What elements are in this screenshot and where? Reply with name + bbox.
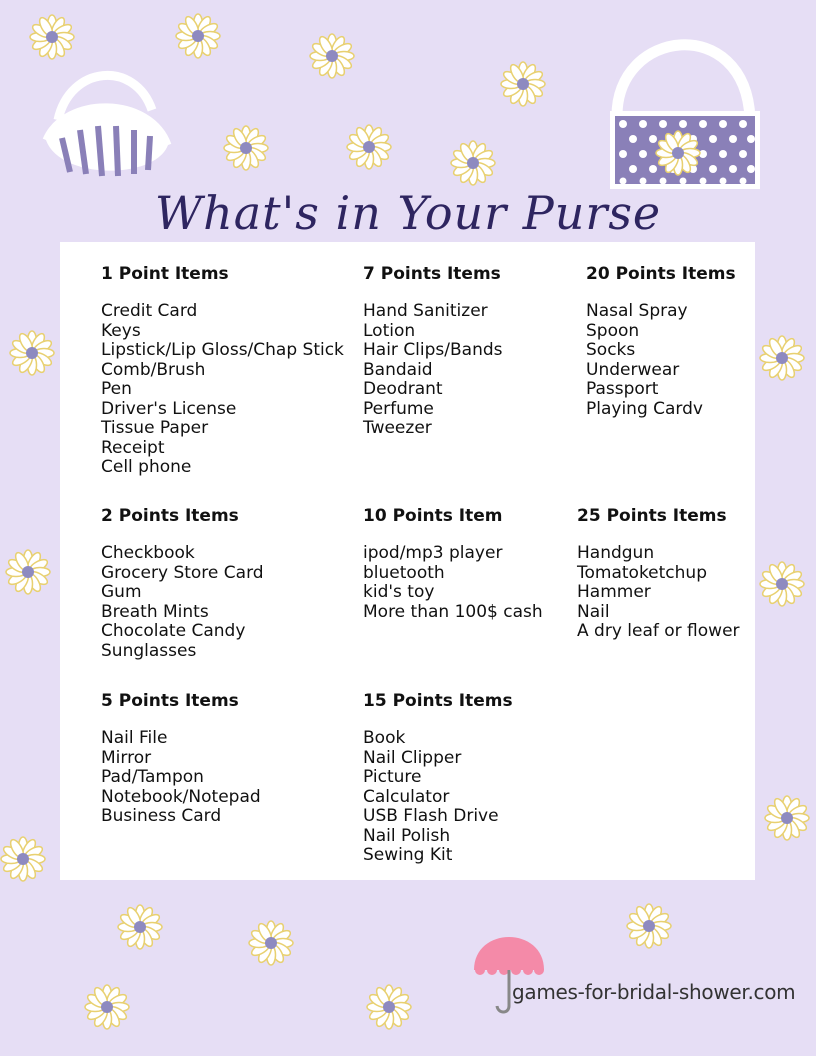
daisy-icon xyxy=(764,795,810,841)
list-item: Nasal Spray xyxy=(586,301,688,321)
category-heading: 20 Points Items xyxy=(586,264,736,284)
list-item: Grocery Store Card xyxy=(101,562,264,583)
category-heading: 5 Points Items xyxy=(101,691,239,711)
umbrella-icon xyxy=(470,928,550,1018)
list-item: Credit Card xyxy=(101,301,198,321)
daisy-icon xyxy=(5,549,51,595)
list-item: Hammer xyxy=(577,582,651,602)
list-item: Pad/Tampon xyxy=(101,767,204,787)
list-item: Comb/Brush xyxy=(101,359,206,380)
daisy-icon xyxy=(759,335,805,381)
daisy-icon xyxy=(175,13,221,59)
daisy-icon xyxy=(223,125,269,171)
category-10-points xyxy=(363,506,543,622)
footer-branding xyxy=(470,928,800,1018)
daisy-icon xyxy=(0,836,46,882)
list-item: Gum xyxy=(101,582,142,602)
list-item: kid's toy xyxy=(363,582,435,602)
list-item: Keys xyxy=(101,320,141,341)
daisy-icon xyxy=(366,984,412,1030)
items-card xyxy=(60,242,755,880)
list-item: Handgun xyxy=(577,543,655,563)
list-item: Hair Clips/Bands xyxy=(363,340,503,360)
list-item: Tissue Paper xyxy=(101,418,209,438)
category-heading: 2 Points Items xyxy=(101,506,239,526)
list-item: Picture xyxy=(363,767,422,787)
list-item: A dry leaf or flower xyxy=(577,621,740,641)
category-20-points xyxy=(586,264,736,419)
daisy-icon xyxy=(84,984,130,1030)
daisy-icon xyxy=(117,904,163,950)
polka-dot-purse-icon xyxy=(605,18,765,193)
daisy-icon xyxy=(500,61,546,107)
list-item: Nail Clipper xyxy=(363,747,462,768)
category-heading: 1 Point Items xyxy=(101,264,229,284)
list-item: Sunglasses xyxy=(101,640,197,661)
list-item: Nail File xyxy=(101,728,168,748)
list-item: Cell phone xyxy=(101,457,192,477)
list-item: Passport xyxy=(586,379,659,399)
list-item: Breath Mints xyxy=(101,601,209,622)
page-title: What's in Your Purse xyxy=(154,186,662,240)
category-heading: 15 Points Items xyxy=(363,691,513,711)
striped-purse-icon xyxy=(40,60,175,185)
list-item: Spoon xyxy=(586,320,640,341)
list-item: More than 100$ cash xyxy=(363,601,543,622)
list-item: ipod/mp3 player xyxy=(363,543,503,563)
list-item: USB Flash Drive xyxy=(363,806,499,826)
category-15-points xyxy=(363,691,513,866)
daisy-icon xyxy=(309,33,355,79)
category-heading: 10 Points Item xyxy=(363,506,503,526)
site-url: games-for-bridal-shower.com xyxy=(512,980,796,1004)
list-item: Sewing Kit xyxy=(363,845,453,865)
daisy-icon xyxy=(29,14,75,60)
list-item: Calculator xyxy=(363,786,450,807)
list-item: Perfume xyxy=(363,398,434,419)
category-5-points xyxy=(101,691,261,827)
list-item: Driver's License xyxy=(101,398,237,419)
list-item: bluetooth xyxy=(363,562,445,583)
category-7-points xyxy=(363,264,503,439)
daisy-icon xyxy=(9,330,55,376)
list-item: Notebook/Notepad xyxy=(101,786,261,807)
category-25-points xyxy=(577,506,740,642)
list-item: Mirror xyxy=(101,747,152,768)
daisy-icon xyxy=(346,124,392,170)
list-item: Socks xyxy=(586,340,636,360)
category-heading: 7 Points Items xyxy=(363,264,501,284)
list-item: Checkbook xyxy=(101,543,195,563)
list-item: Book xyxy=(363,728,406,748)
list-item: Tomatoketchup xyxy=(577,562,707,583)
list-item: Nail xyxy=(577,601,610,622)
list-item: Playing Cardv xyxy=(586,398,703,419)
daisy-icon xyxy=(759,561,805,607)
list-item: Chocolate Candy xyxy=(101,621,246,641)
list-item: Bandaid xyxy=(363,359,433,380)
list-item: Receipt xyxy=(101,437,165,458)
category-2-points xyxy=(101,506,264,661)
list-item: Lotion xyxy=(363,320,416,341)
daisy-icon xyxy=(248,920,294,966)
category-1-point xyxy=(101,264,344,478)
list-item: Nail Polish xyxy=(363,825,451,846)
category-heading: 25 Points Items xyxy=(577,506,727,526)
list-item: Tweezer xyxy=(363,418,432,438)
list-item: Business Card xyxy=(101,806,222,826)
list-item: Underwear xyxy=(586,359,680,380)
daisy-icon xyxy=(450,140,496,186)
list-item: Deodrant xyxy=(363,379,443,399)
list-item: Lipstick/Lip Gloss/Chap Stick xyxy=(101,340,344,360)
list-item: Pen xyxy=(101,379,132,399)
list-item: Hand Sanitizer xyxy=(363,301,488,321)
